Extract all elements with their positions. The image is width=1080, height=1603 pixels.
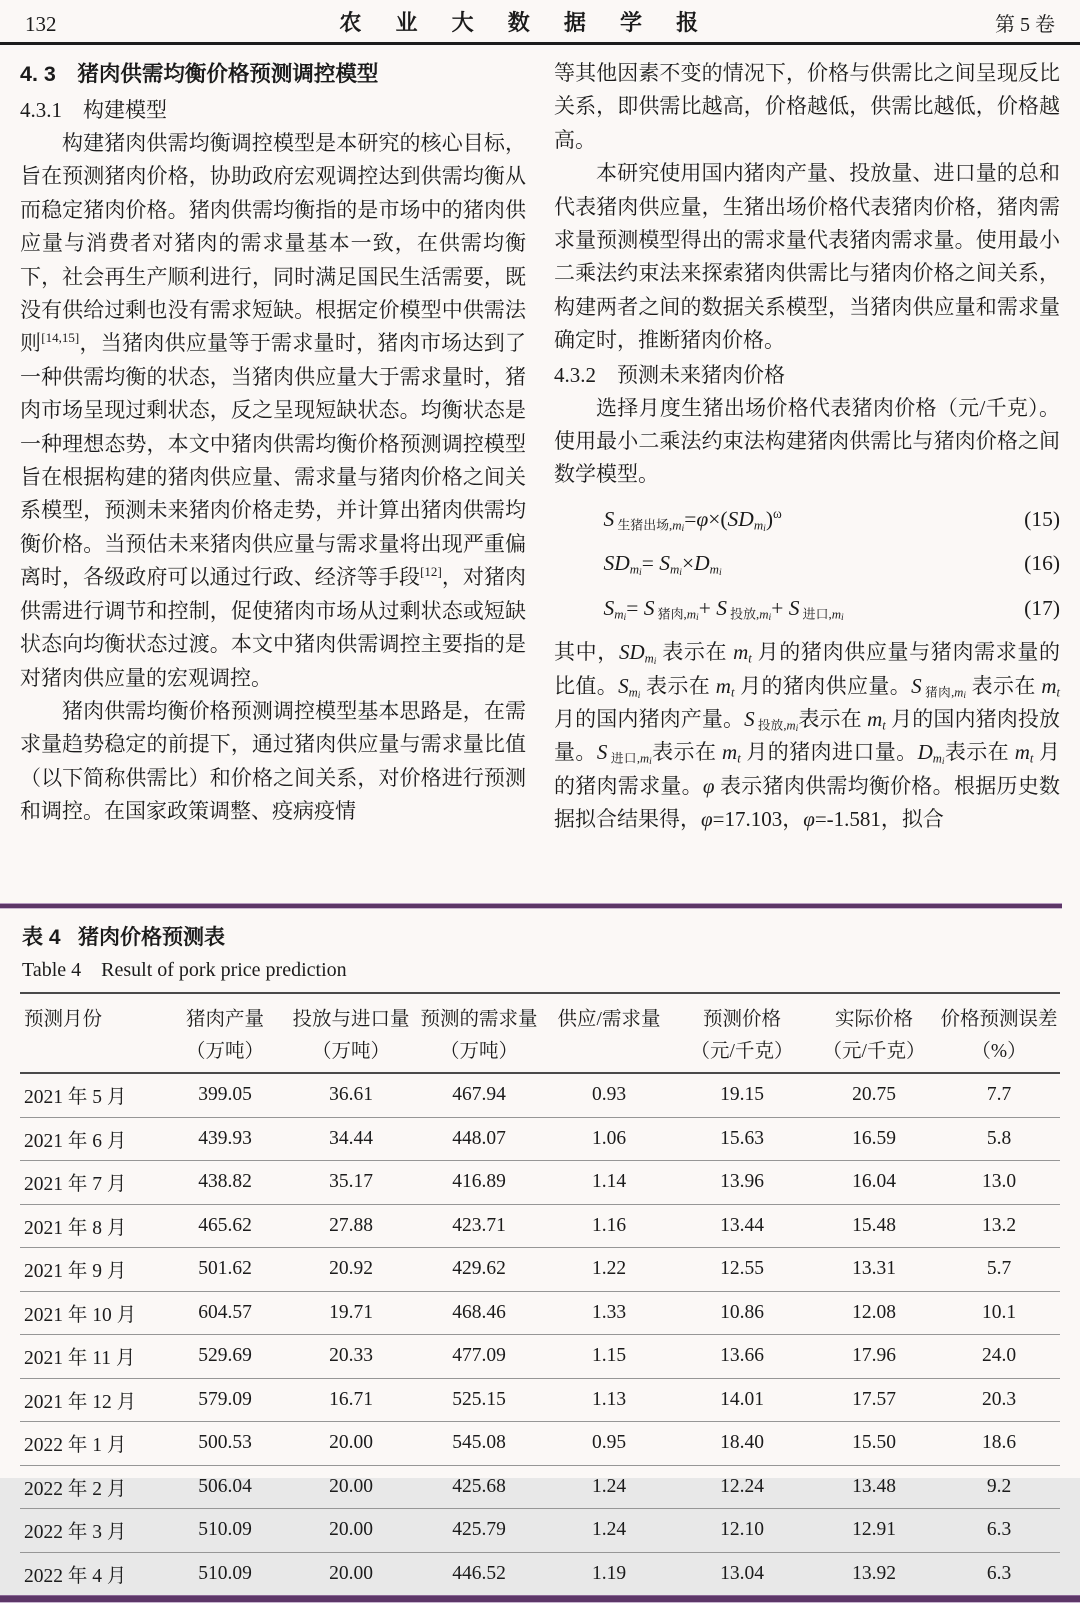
page-number: 132 xyxy=(25,12,57,36)
column-header: 供应/需求量 xyxy=(544,993,674,1033)
text-segment: i xyxy=(681,522,685,534)
value-cell: 27.88 xyxy=(288,1204,414,1248)
formula-number: (17) xyxy=(1024,595,1060,620)
paragraph: 等其他因素不变的情况下，价格与供需比之间呈现反比关系，即供需比越高，价格越低，供需比越低，价格越高。 xyxy=(554,61,1060,152)
text-segment: S xyxy=(911,673,922,698)
value-cell: 13.2 xyxy=(938,1204,1060,1248)
table-row xyxy=(20,1073,1060,1117)
text-segment: m xyxy=(629,562,640,577)
text-segment: m xyxy=(628,685,638,700)
column-header-unit: （万吨） xyxy=(288,1033,414,1073)
value-cell: 12.08 xyxy=(810,1291,938,1335)
value-cell: 448.07 xyxy=(414,1117,544,1161)
text-segment: 猪肉, xyxy=(921,685,955,700)
text-segment: 表示在 xyxy=(965,673,1042,698)
value-cell: 604.57 xyxy=(162,1291,288,1335)
column-header-unit: （元/千克） xyxy=(810,1033,938,1073)
text-segment: 月的国内猪肉产量。 xyxy=(554,706,745,731)
text-segment: S xyxy=(618,673,629,698)
text-segment: =17.103， xyxy=(712,807,804,832)
column-header-unit xyxy=(20,1033,162,1073)
value-cell: 13.04 xyxy=(720,1562,764,1584)
table-row xyxy=(20,1117,1060,1161)
text-segment: i xyxy=(718,567,722,579)
journal-title: 农 业 大 数 据 学 报 xyxy=(339,10,713,35)
value-cell: 18.6 xyxy=(938,1422,1060,1466)
text-segment: SD xyxy=(618,640,645,665)
text-segment: i xyxy=(841,611,844,623)
value-cell: 446.52 xyxy=(452,1562,506,1584)
value-cell: 439.93 xyxy=(162,1117,288,1161)
text-segment: m xyxy=(1041,673,1057,698)
table-row xyxy=(20,1378,1060,1422)
value-cell: 545.08 xyxy=(414,1422,544,1466)
month-cell: 2022 年 1 月 xyxy=(20,1422,162,1466)
text-segment: ) xyxy=(765,506,773,531)
value-cell: 425.79 xyxy=(414,1509,544,1553)
value-cell: 399.05 xyxy=(162,1073,288,1117)
value-cell: 579.09 xyxy=(162,1378,288,1422)
text-segment: i xyxy=(637,690,641,701)
value-cell: 12.55 xyxy=(674,1248,810,1292)
formula-body xyxy=(603,547,721,580)
text-segment: m xyxy=(669,562,680,577)
column-header-unit xyxy=(544,1033,674,1073)
value-cell: 6.3 xyxy=(938,1509,1060,1553)
text-segment: m xyxy=(640,751,650,766)
text-segment: m xyxy=(686,607,696,622)
paragraph xyxy=(20,127,526,695)
value-cell: 525.15 xyxy=(414,1378,544,1422)
table-row xyxy=(20,1465,1060,1509)
paragraph: 猪肉供需均衡价格预测调控模型基本思路是，在需求量趋势稳定的前提下，通过猪肉供应量与需求量比值（以下简称供需比）和价格之间关系，对价格进行预测和调控。在国家政策调整、疫病疫情 xyxy=(20,698,526,824)
value-cell: 34.44 xyxy=(288,1117,414,1161)
column-header-unit: （元/千克） xyxy=(674,1033,810,1073)
column-header-unit: （%） xyxy=(938,1033,1060,1073)
value-cell: 15.50 xyxy=(810,1422,938,1466)
value-cell: 20.3 xyxy=(938,1378,1060,1422)
text-segment: D xyxy=(694,551,710,576)
value-cell: 6.3 xyxy=(986,1562,1012,1584)
text-segment: SD xyxy=(727,506,754,531)
text-segment: ω xyxy=(773,505,782,521)
formula-17 xyxy=(554,592,1060,625)
text-segment: m xyxy=(759,607,769,622)
value-cell: 5.8 xyxy=(938,1117,1060,1161)
value-cell: 467.94 xyxy=(414,1073,544,1117)
text-segment: i xyxy=(679,567,682,579)
value-cell: 468.46 xyxy=(414,1291,544,1335)
text-segment: 表示在 xyxy=(640,673,716,698)
text-segment: m xyxy=(672,518,682,533)
value-cell: 1.13 xyxy=(544,1378,674,1422)
text-segment: S xyxy=(659,551,670,576)
column-header: 预测月份 xyxy=(20,993,162,1033)
value-cell: 465.62 xyxy=(162,1204,288,1248)
table-caption-en: Table 4 Result of pork price prediction xyxy=(22,959,347,981)
value-cell: 17.96 xyxy=(810,1335,938,1379)
text-segment: =-1.581，拟合 xyxy=(814,807,944,832)
text-segment: 表示在 xyxy=(944,740,1015,765)
month-cell: 2021 年 9 月 xyxy=(20,1248,162,1292)
value-cell: 500.53 xyxy=(162,1422,288,1466)
value-cell: 17.57 xyxy=(810,1378,938,1422)
value-cell: 416.89 xyxy=(414,1161,544,1205)
month-cell: 2021 年 7 月 xyxy=(20,1161,162,1205)
text-segment: i xyxy=(763,522,766,534)
right-column xyxy=(554,57,1060,903)
text-segment: [12] xyxy=(420,564,442,580)
value-cell: 12.91 xyxy=(810,1509,938,1553)
text-segment: m xyxy=(715,673,731,698)
text-segment: S xyxy=(716,595,727,620)
value-cell: 501.62 xyxy=(162,1248,288,1292)
value-cell: 510.09 xyxy=(162,1509,288,1553)
text-segment: S xyxy=(603,506,615,531)
value-cell: 5.7 xyxy=(938,1248,1060,1292)
value-cell: 1.14 xyxy=(544,1161,674,1205)
value-cell: 1.33 xyxy=(544,1291,674,1335)
text-segment: m xyxy=(786,718,796,733)
text-segment: 月的猪肉进口量。 xyxy=(740,740,918,765)
formula-15 xyxy=(554,503,1060,536)
value-cell: 20.00 xyxy=(329,1562,373,1584)
text-segment: S xyxy=(603,595,615,620)
table-row xyxy=(20,1335,1060,1379)
table-header-line2 xyxy=(20,1033,1060,1073)
column-header: 猪肉产量 xyxy=(162,993,288,1033)
text-segment: m xyxy=(831,607,841,622)
value-cell: 477.09 xyxy=(414,1335,544,1379)
text-segment: m xyxy=(753,518,764,533)
text-segment: 表示在 xyxy=(656,640,734,665)
value-cell: 1.16 xyxy=(544,1204,674,1248)
value-cell: 13.48 xyxy=(810,1465,938,1509)
table-row xyxy=(20,1204,1060,1248)
text-segment: i xyxy=(653,657,657,667)
volume-number: 第 5 卷 xyxy=(995,14,1055,36)
text-segment: m xyxy=(733,640,749,665)
value-cell: 0.93 xyxy=(544,1073,674,1117)
text-segment: φ xyxy=(696,506,709,531)
text-segment: 投放, xyxy=(726,607,760,622)
month-cell: 2022 年 3 月 xyxy=(20,1509,162,1553)
text-segment: m xyxy=(709,562,719,577)
table-row xyxy=(20,1422,1060,1466)
value-cell: 1.22 xyxy=(544,1248,674,1292)
value-cell: 13.31 xyxy=(810,1248,938,1292)
value-cell: 0.95 xyxy=(544,1422,674,1466)
formula-body xyxy=(603,503,781,536)
value-cell: 425.68 xyxy=(414,1465,544,1509)
text-segment: m xyxy=(954,685,964,700)
value-cell: 13.66 xyxy=(674,1335,810,1379)
value-cell: 16.71 xyxy=(288,1378,414,1422)
value-cell: 12.10 xyxy=(674,1509,810,1553)
text-segment: i xyxy=(696,611,699,623)
text-segment: i xyxy=(639,567,642,579)
text-segment: × xyxy=(681,551,695,576)
value-cell: 423.71 xyxy=(414,1204,544,1248)
text-segment: i xyxy=(649,757,652,768)
table-head xyxy=(20,993,1060,1073)
value-cell: 1.24 xyxy=(544,1465,674,1509)
month-cell: 2022 年 2 月 xyxy=(20,1465,162,1509)
value-cell: 10.1 xyxy=(938,1291,1060,1335)
text-segment: S xyxy=(788,595,800,620)
text-segment: = xyxy=(626,595,644,620)
text-segment: t xyxy=(730,685,735,700)
column-header: 预测价格 xyxy=(674,993,810,1033)
value-cell: 1.24 xyxy=(544,1509,674,1553)
formula-body xyxy=(603,592,843,625)
text-segment: m xyxy=(1014,740,1030,765)
text-segment: [14,15] xyxy=(41,330,80,346)
value-cell: 18.40 xyxy=(674,1422,810,1466)
value-cell: 529.69 xyxy=(162,1335,288,1379)
text-segment: + xyxy=(698,595,717,620)
paragraph: 本研究使用国内猪肉产量、投放量、进口量的总和代表猪肉供应量，生猪出场价格代表猪肉价格，猪肉需求量预测模型得出的需求量代表猪肉需求量。使用最小二乘法约束法来探索猪肉供需比与猪肉价格之间关系，构建两者之间的数据关系模型，当猪肉供应量和需求量确定时，推断猪肉价格。 xyxy=(554,161,1060,353)
text-segment: 生猪出场, xyxy=(614,518,673,533)
value-cell: 10.86 xyxy=(674,1291,810,1335)
month-cell: 2022 年 4 月 xyxy=(24,1565,127,1587)
value-cell: 16.04 xyxy=(810,1161,938,1205)
table-body xyxy=(20,1073,1060,1595)
text-segment: 月的猪肉需求量。 xyxy=(554,740,1061,798)
text-segment: t xyxy=(1029,751,1034,766)
value-cell: 13.44 xyxy=(674,1204,810,1248)
month-cell: 2021 年 5 月 xyxy=(20,1073,162,1117)
text-segment: t xyxy=(882,718,886,733)
column-header: 投放与进口量 xyxy=(288,993,414,1033)
value-cell: 14.01 xyxy=(674,1378,810,1422)
table-row xyxy=(20,1248,1060,1292)
table-section xyxy=(0,903,1080,1603)
text-segment: 月的猪肉供应量与猪肉需求量的比值。 xyxy=(554,640,1061,698)
value-cell: 35.17 xyxy=(288,1161,414,1205)
text-segment: 表示在 xyxy=(651,740,723,765)
value-cell: 7.7 xyxy=(938,1073,1060,1117)
formula-number: (15) xyxy=(1024,506,1060,531)
value-cell: 24.0 xyxy=(938,1335,1060,1379)
formula-number: (16) xyxy=(1024,551,1060,576)
value-cell: 20.92 xyxy=(288,1248,414,1292)
paragraph xyxy=(554,636,1060,836)
column-header: 预测的需求量 xyxy=(414,993,544,1033)
text-segment: φ xyxy=(702,773,715,798)
text-segment: S xyxy=(744,706,755,731)
text-segment: ×( xyxy=(708,506,728,531)
month-cell: 2021 年 10 月 xyxy=(20,1291,162,1335)
value-cell: 15.63 xyxy=(674,1117,810,1161)
text-segment: 表示在 xyxy=(798,706,868,731)
value-cell: 16.59 xyxy=(810,1117,938,1161)
text-segment: m xyxy=(722,740,738,765)
text-segment: 月的猪肉供应量。 xyxy=(734,673,912,698)
pork-price-prediction-table xyxy=(20,992,1060,1595)
value-cell: 506.04 xyxy=(162,1465,288,1509)
value-cell: 12.24 xyxy=(674,1465,810,1509)
month-cell: 2021 年 8 月 xyxy=(20,1204,162,1248)
month-cell: 2021 年 12 月 xyxy=(20,1378,162,1422)
text-segment: + xyxy=(771,595,789,620)
value-cell: 510.09 xyxy=(198,1562,252,1584)
text-segment: ，对猪肉供需进行调节和控制，促使猪肉市场从过剩状态或短缺状态向均衡状态过渡。本文中猪肉供需调控主要指的是对猪肉供应量的宏观调控。 xyxy=(20,565,527,690)
text-segment: 投放, xyxy=(754,718,787,733)
text-segment: i xyxy=(768,611,772,623)
table-row xyxy=(20,1552,1060,1595)
text-segment: 构建猪肉供需均衡调控模型是本研究的核心目标，旨在预测猪肉价格，协助政府宏观调控达到供需均衡从而稳定猪肉价格。猪肉供需均衡指的是市场中的猪肉供应量与消费者对猪肉的需求量基本一致，在供需均衡下，社会再生产顺利进行，同时满足国民生活需要，既没有供给过剩也没有需求短缺。根据定价模型中供需法则 xyxy=(20,131,526,356)
page-header xyxy=(0,0,1080,45)
text-segment: ，当猪肉供应量等于需求量时，猪肉市场达到了一种供需均衡的状态，当猪肉供应量大于需求量时，猪肉市场呈现过剩状态，反之呈现短缺状态。均衡状态是一种理想态势，本文中猪肉供需均衡价格预测调控模型旨在根据构建的猪肉供应量、需求量与猪肉价格之间关系模型，预测未来猪肉价格走势，并计算出猪肉供需均衡价格。当预估未来猪肉供应量与需求量将出现严重偏离时，各级政府可以通过行政、经济等手段 xyxy=(20,331,527,590)
table-row xyxy=(20,1291,1060,1335)
value-cell: 13.0 xyxy=(938,1161,1060,1205)
text-segment: S xyxy=(596,740,608,765)
value-cell: 13.92 xyxy=(852,1562,896,1584)
table-row xyxy=(20,1161,1060,1205)
text-segment: = xyxy=(684,506,697,531)
text-segment: 进口, xyxy=(799,607,832,622)
text-segment: 表示猪肉供需均衡价格。根据历史数据拟合结果得， xyxy=(554,773,1061,832)
column-header-unit: （万吨） xyxy=(414,1033,544,1073)
text-segment: i xyxy=(963,690,966,701)
text-segment: 其中， xyxy=(554,640,619,665)
text-segment: φ xyxy=(701,807,713,832)
text-segment: φ xyxy=(803,807,815,832)
text-segment: 进口, xyxy=(607,751,641,766)
value-cell: 36.61 xyxy=(288,1073,414,1117)
value-cell: 9.2 xyxy=(938,1465,1060,1509)
text-segment: S xyxy=(643,595,655,620)
subsection-heading-432: 4.3.2 预测未来猪肉价格 xyxy=(554,362,785,387)
left-column xyxy=(20,57,526,903)
formula-16 xyxy=(554,547,1060,580)
body-columns xyxy=(0,45,1080,903)
table-header-line1 xyxy=(20,993,1060,1033)
value-cell: 1.15 xyxy=(544,1335,674,1379)
table-row xyxy=(20,1509,1060,1553)
text-segment: m xyxy=(644,651,654,666)
text-segment: = xyxy=(641,551,660,576)
text-segment: SD xyxy=(603,551,630,576)
value-cell: 1.06 xyxy=(544,1117,674,1161)
text-segment: 月的国内猪肉投放量。 xyxy=(554,706,1061,765)
column-header: 价格预测误差 xyxy=(938,993,1060,1033)
value-cell: 20.33 xyxy=(288,1335,414,1379)
value-cell: 20.00 xyxy=(288,1509,414,1553)
accent-bar-bottom xyxy=(0,1595,1080,1603)
value-cell: 20.75 xyxy=(810,1073,938,1117)
text-segment: 猪肉, xyxy=(654,607,687,622)
text-segment: D xyxy=(917,740,933,765)
value-cell: 20.00 xyxy=(288,1465,414,1509)
value-cell: 1.19 xyxy=(591,1562,627,1584)
value-cell: 20.00 xyxy=(288,1422,414,1466)
subsection-heading-431: 4.3.1 构建模型 xyxy=(20,98,167,122)
text-segment: i xyxy=(795,723,799,734)
text-segment: t xyxy=(737,751,741,766)
text-segment: t xyxy=(748,651,752,666)
text-segment: i xyxy=(623,611,627,623)
value-cell: 19.71 xyxy=(288,1291,414,1335)
section-heading: 4. 3 猪肉供需均衡价格预测调控模型 xyxy=(20,62,379,86)
column-header: 实际价格 xyxy=(810,993,938,1033)
value-cell: 429.62 xyxy=(414,1248,544,1292)
text-segment: i xyxy=(941,757,945,768)
column-header-unit: （万吨） xyxy=(162,1033,288,1073)
paragraph: 选择月度生猪出场价格代表猪肉价格（元/千克）。使用最小二乘法约束法构建猪肉供需比与猪肉价格之间数学模型。 xyxy=(554,395,1060,487)
value-cell: 15.48 xyxy=(810,1204,938,1248)
text-segment: m xyxy=(614,607,624,622)
text-segment: t xyxy=(1056,685,1061,700)
value-cell: 13.96 xyxy=(674,1161,810,1205)
table-caption-zh: 表 4 猪肉价格预测表 xyxy=(22,926,226,949)
text-segment: m xyxy=(867,706,883,731)
value-cell: 438.82 xyxy=(162,1161,288,1205)
text-segment: m xyxy=(932,751,942,766)
month-cell: 2021 年 11 月 xyxy=(20,1335,162,1379)
month-cell: 2021 年 6 月 xyxy=(20,1117,162,1161)
value-cell: 19.15 xyxy=(674,1073,810,1117)
